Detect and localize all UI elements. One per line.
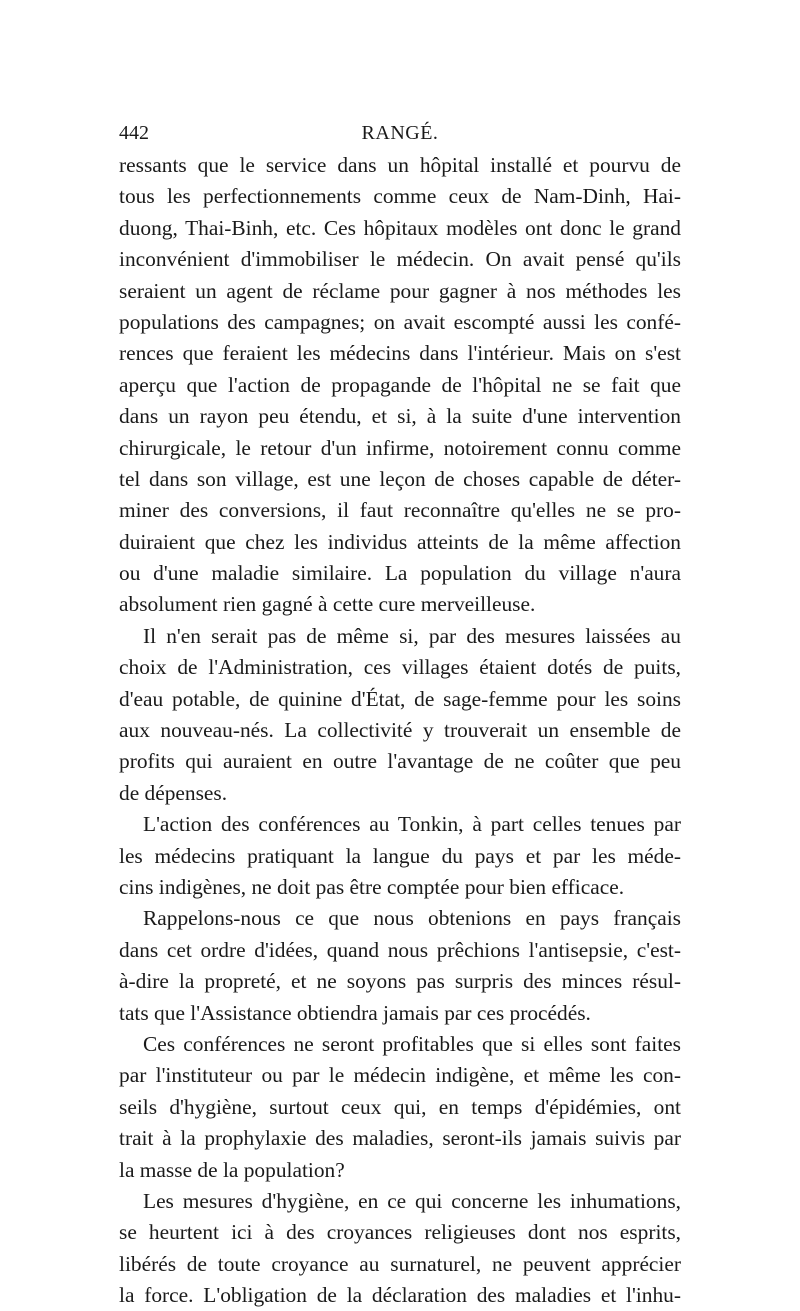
text-line: cins indigènes, ne doit pas être comptée pour bien efficace. [119, 874, 625, 899]
text-line: par l'instituteur ou par le médecin indigène, et même les con- [119, 1063, 681, 1088]
text-line: seraient un agent de réclame pour gagner à nos méthodes les [119, 278, 681, 303]
text-line: duiraient que chez les individus atteints de la même affection [119, 529, 681, 554]
text-line: profits qui auraient en outre l'avantage de ne coûter que peu [119, 749, 681, 774]
text-line: tous les perfectionnements comme ceux de Nam-Dinh, Hai- [119, 184, 681, 209]
text-line: dans un rayon peu étendu, et si, à la suite d'une intervention [119, 404, 681, 429]
text-line: ou d'une maladie similaire. La population du village n'aura [119, 561, 681, 586]
text-line: trait à la prophylaxie des maladies, seront-ils jamais suivis par [119, 1126, 681, 1151]
text-line: d'eau potable, de quinine d'État, de sage-femme pour les soins [119, 686, 681, 711]
text-line: Il n'en serait pas de même si, par des mesures laissées au [143, 623, 681, 648]
text-line: ressants que le service dans un hôpital installé et pourvu de [119, 153, 681, 177]
text-line: chirurgicale, le retour d'un infirme, notoirement connu comme [119, 435, 681, 460]
text-line: L'action des conférences au Tonkin, à part celles tenues par [143, 812, 681, 837]
text-line: aux nouveau-nés. La collectivité y trouverait un ensemble de [119, 718, 681, 743]
text-line: seils d'hygiène, surtout ceux qui, en temps d'épidémies, ont [119, 1094, 681, 1119]
text-line: Les mesures d'hygiène, en ce qui concerne les inhumations, [143, 1188, 681, 1213]
running-head: RANGÉ. [361, 122, 439, 144]
text-line: dans cet ordre d'idées, quand nous prêchions l'antisepsie, c'est- [119, 937, 681, 962]
text-line: la masse de la population? [119, 1157, 345, 1182]
text-line: miner des conversions, il faut reconnaître qu'elles ne se pro- [119, 498, 681, 523]
text-line: libérés de toute croyance au surnaturel, ne peuvent apprécier [119, 1251, 681, 1276]
text-line: inconvénient d'immobiliser le médecin. On avait pensé qu'ils [119, 247, 681, 272]
text-line: la force. L'obligation de la déclaration des maladies et l'inhu- [119, 1283, 681, 1308]
text-line: se heurtent ici à des croyances religieuses dont nos esprits, [119, 1220, 681, 1245]
text-line: tats que l'Assistance obtiendra jamais par ces procédés. [119, 1000, 591, 1025]
text-line: Rappelons-nous ce que nous obtenions en pays français [143, 906, 681, 931]
text-line: duong, Thai-Binh, etc. Ces hôpitaux modèles ont donc le grand [119, 215, 681, 240]
text-line: choix de l'Administration, ces villages étaient dotés de puits, [119, 655, 681, 680]
text-line: les médecins pratiquant la langue du pays et par les méde- [119, 843, 681, 868]
text-line: à-dire la propreté, et ne soyons pas surpris des minces résul- [119, 969, 681, 994]
text-line: absolument rien gagné à cette cure merveilleuse. [119, 592, 536, 617]
page-number: 442 [119, 122, 149, 144]
body-text [119, 150, 681, 1311]
page-header [119, 118, 681, 148]
text-line: aperçu que l'action de propagande de l'hôpital ne se fait que [119, 372, 681, 397]
text-line: de dépenses. [119, 780, 228, 805]
text-line: rences que feraient les médecins dans l'intérieur. Mais on s'est [119, 341, 681, 366]
text-line: populations des campagnes; on avait escompté aussi les confé- [119, 309, 681, 334]
text-line: tel dans son village, est une leçon de choses capable de déter- [119, 466, 681, 491]
text-line: Ces conférences ne seront profitables que si elles sont faites [143, 1031, 681, 1056]
